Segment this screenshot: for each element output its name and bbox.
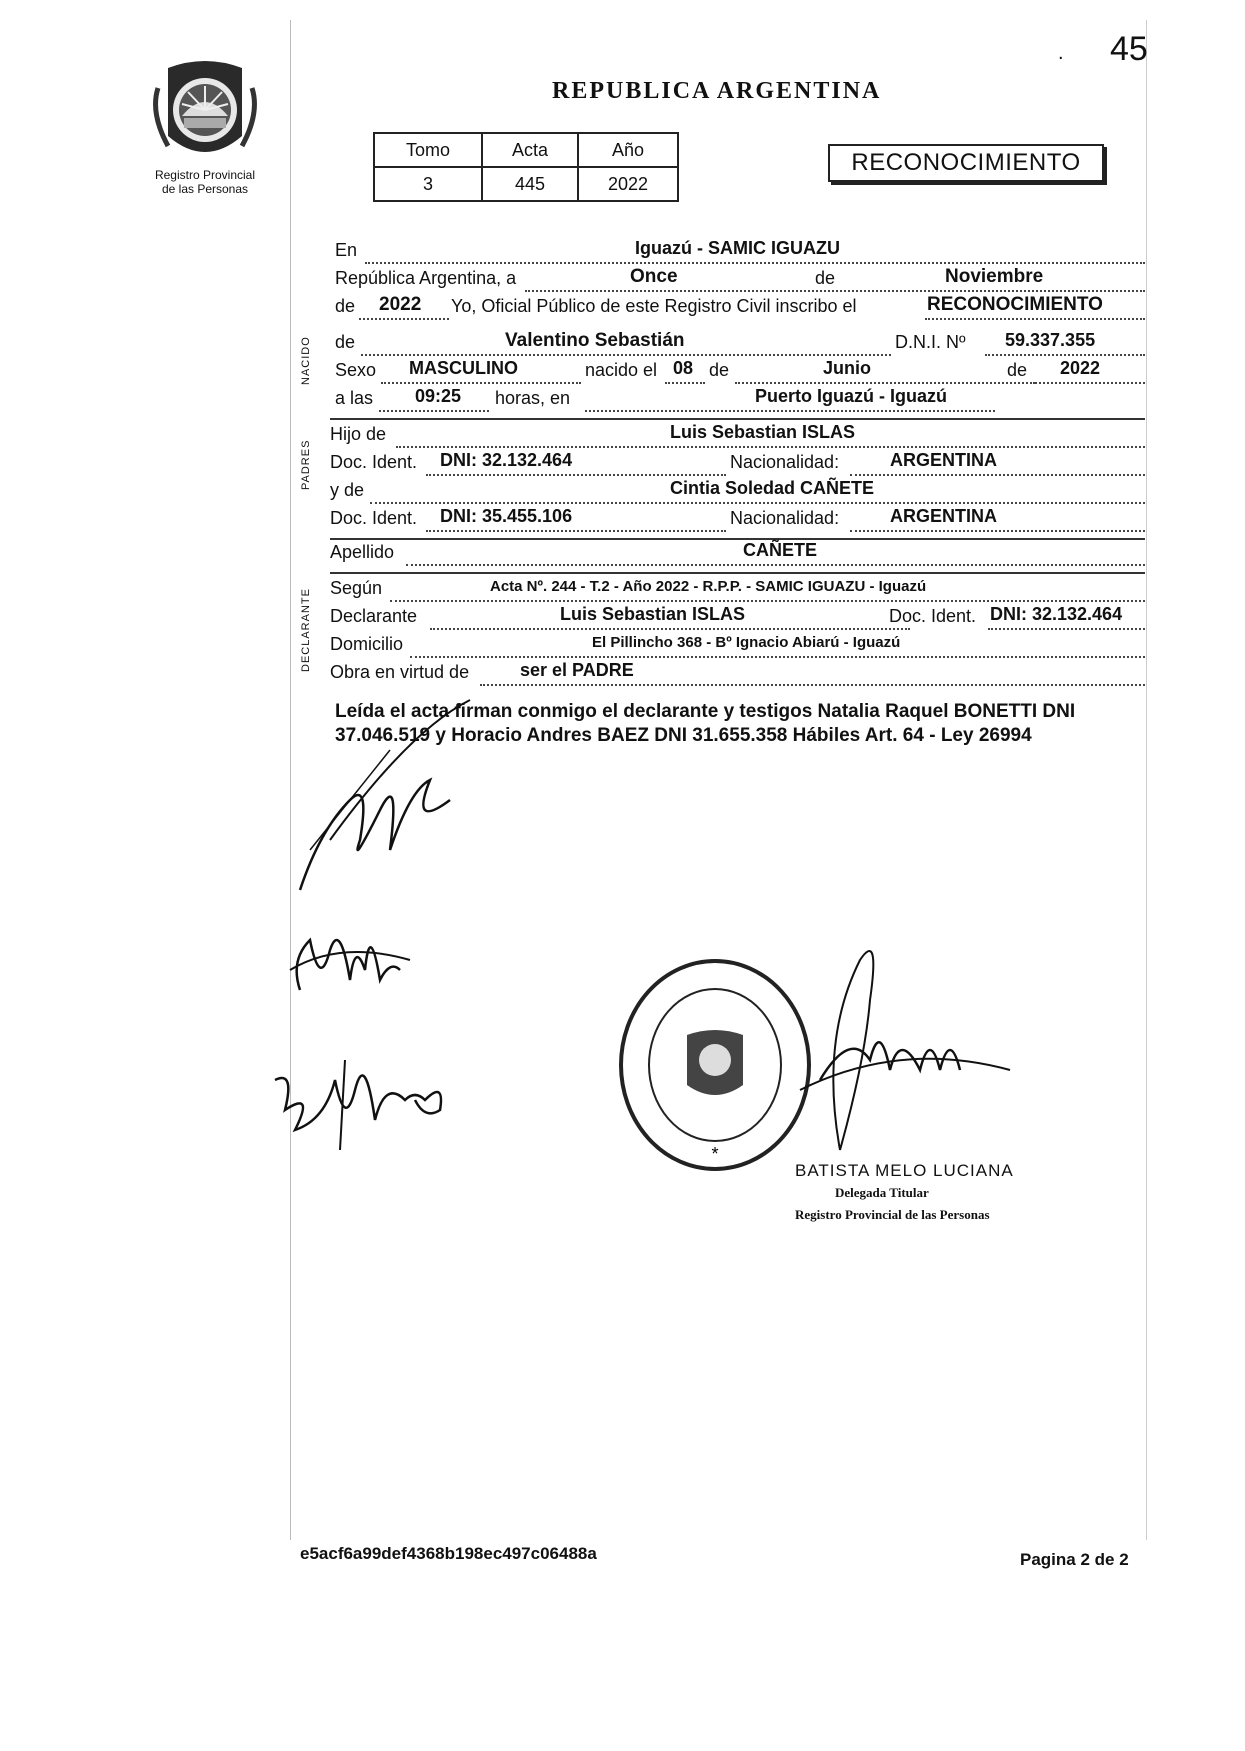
row-fecha: República Argentina, a Once de Noviembre bbox=[335, 268, 1145, 294]
page-indicator: Pagina 2 de 2 bbox=[1020, 1550, 1129, 1569]
father-name-value: Luis Sebastian ISLAS bbox=[670, 422, 856, 442]
birth-month-value: Junio bbox=[823, 358, 871, 378]
section-divider bbox=[330, 572, 1145, 574]
acta-value: 445 bbox=[482, 167, 578, 201]
father-doc-value: DNI: 32.132.464 bbox=[440, 450, 573, 470]
domicilio-value: El Pillincho 368 - Bº Ignacio Abiarú - Iguazú bbox=[592, 634, 901, 651]
declarante-doc-value: DNI: 32.132.464 bbox=[990, 604, 1123, 624]
child-name-value: Valentino Sebastián bbox=[505, 330, 685, 351]
birth-year-value: 2022 bbox=[1060, 358, 1101, 378]
svg-text:*: * bbox=[711, 1144, 719, 1164]
inscribe-type-value: RECONOCIMIENTO bbox=[927, 294, 1103, 315]
row-nacido-name: de Valentino Sebastián D.N.I. Nº 59.337.355 bbox=[335, 332, 1145, 358]
row-hora: a las 09:25 horas, en Puerto Iguazú - Iguazú bbox=[335, 388, 1145, 414]
section-divider bbox=[330, 538, 1145, 540]
official-signature bbox=[780, 920, 1020, 1180]
year-value: 2022 bbox=[379, 294, 422, 315]
acta-table bbox=[373, 132, 679, 202]
day-word-value: Once bbox=[630, 266, 678, 287]
declarant-signature bbox=[290, 690, 520, 910]
apellido-value: CAÑETE bbox=[743, 540, 818, 560]
tomo-value: 3 bbox=[374, 167, 482, 201]
month-value: Noviembre bbox=[945, 266, 1044, 287]
declarante-name-value: Luis Sebastian ISLAS bbox=[560, 604, 746, 624]
closing-text: Leída el acta firman conmigo el declarante y testigos Natalia Raquel BONETTI DNI 37.046.519 y Horacio Andres BAEZ DNI 31.655.358 Hábiles Art. 64 - Ley 26994 bbox=[335, 701, 1076, 746]
document-title: REPUBLICA ARGENTINA bbox=[552, 78, 882, 104]
row-year: de 2022 Yo, Oficial Público de este Registro Civil inscribo el RECONOCIMIENTO bbox=[335, 296, 1145, 322]
row-obra: Obra en virtud de ser el PADRE bbox=[330, 662, 1145, 688]
segun-value: Acta Nº. 244 - T.2 - Año 2022 - R.P.P. - SAMIC IGUAZU - Iguazú bbox=[490, 578, 927, 595]
side-label-padres: PADRES bbox=[300, 439, 312, 490]
birth-day-value: 08 bbox=[673, 358, 694, 378]
mother-doc-value: DNI: 35.455.106 bbox=[440, 506, 573, 526]
row-en: En Iguazú - SAMIC IGUAZU bbox=[335, 240, 1145, 266]
mark-dot: . bbox=[1058, 42, 1064, 64]
birth-place-value: Puerto Iguazú - Iguazú bbox=[755, 386, 947, 406]
official-registry: Registro Provincial de las Personas bbox=[795, 1207, 990, 1222]
obra-value: ser el PADRE bbox=[520, 660, 634, 680]
tomo-header: Tomo bbox=[374, 133, 482, 167]
section-divider bbox=[330, 418, 1145, 420]
row-hijo: Hijo de Luis Sebastian ISLAS bbox=[330, 424, 1145, 450]
witness-signature-bonetti bbox=[280, 900, 420, 1010]
right-margin-line bbox=[1146, 20, 1147, 1540]
side-label-declarante: DECLARANTE bbox=[300, 588, 312, 672]
row-apellido: Apellido CAÑETE bbox=[330, 542, 1145, 568]
acta-header: Acta bbox=[482, 133, 578, 167]
row-segun: Según Acta Nº. 244 - T.2 - Año 2022 - R.P.P. - SAMIC IGUAZU - Iguazú bbox=[330, 578, 1145, 604]
place-value: Iguazú - SAMIC IGUAZU bbox=[635, 238, 840, 258]
official-block bbox=[795, 1160, 1014, 1226]
child-dni-value: 59.337.355 bbox=[1005, 330, 1096, 350]
mother-nationality-value: ARGENTINA bbox=[890, 506, 997, 526]
row-sexo: Sexo MASCULINO nacido el 08 de Junio de 2022 bbox=[335, 360, 1145, 386]
row-father-doc: Doc. Ident. DNI: 32.132.464 Nacionalidad: ARGENTINA bbox=[330, 452, 1145, 478]
row-declarante: Declarante Luis Sebastian ISLAS Doc. Ident. DNI: 32.132.464 bbox=[330, 606, 1145, 632]
mother-name-value: Cintia Soledad CAÑETE bbox=[670, 478, 875, 498]
anio-header: Año bbox=[578, 133, 678, 167]
official-name: BATISTA MELO LUCIANA bbox=[795, 1161, 1014, 1180]
witness-signature-baez bbox=[265, 1040, 465, 1160]
document-hash: e5acf6a99def4368b198ec497c06488a bbox=[300, 1544, 597, 1563]
birth-time-value: 09:25 bbox=[415, 386, 462, 406]
page-number: 45 bbox=[1110, 30, 1148, 68]
side-label-nacido: NACIDO bbox=[300, 336, 312, 385]
row-domicilio: Domicilio El Pillincho 368 - Bº Ignacio Abiarú - Iguazú bbox=[330, 634, 1145, 660]
province-seal-logo bbox=[150, 58, 260, 168]
sexo-value: MASCULINO bbox=[409, 358, 518, 378]
official-role: Delegada Titular bbox=[835, 1185, 929, 1200]
row-mother-doc: Doc. Ident. DNI: 35.455.106 Nacionalidad: ARGENTINA bbox=[330, 508, 1145, 534]
father-nationality-value: ARGENTINA bbox=[890, 450, 997, 470]
anio-value: 2022 bbox=[578, 167, 678, 201]
act-type-box: RECONOCIMIENTO bbox=[828, 144, 1104, 182]
registry-label: Registro Provincial de las Personas bbox=[154, 168, 256, 196]
row-mother: y de Cintia Soledad CAÑETE bbox=[330, 480, 1145, 506]
